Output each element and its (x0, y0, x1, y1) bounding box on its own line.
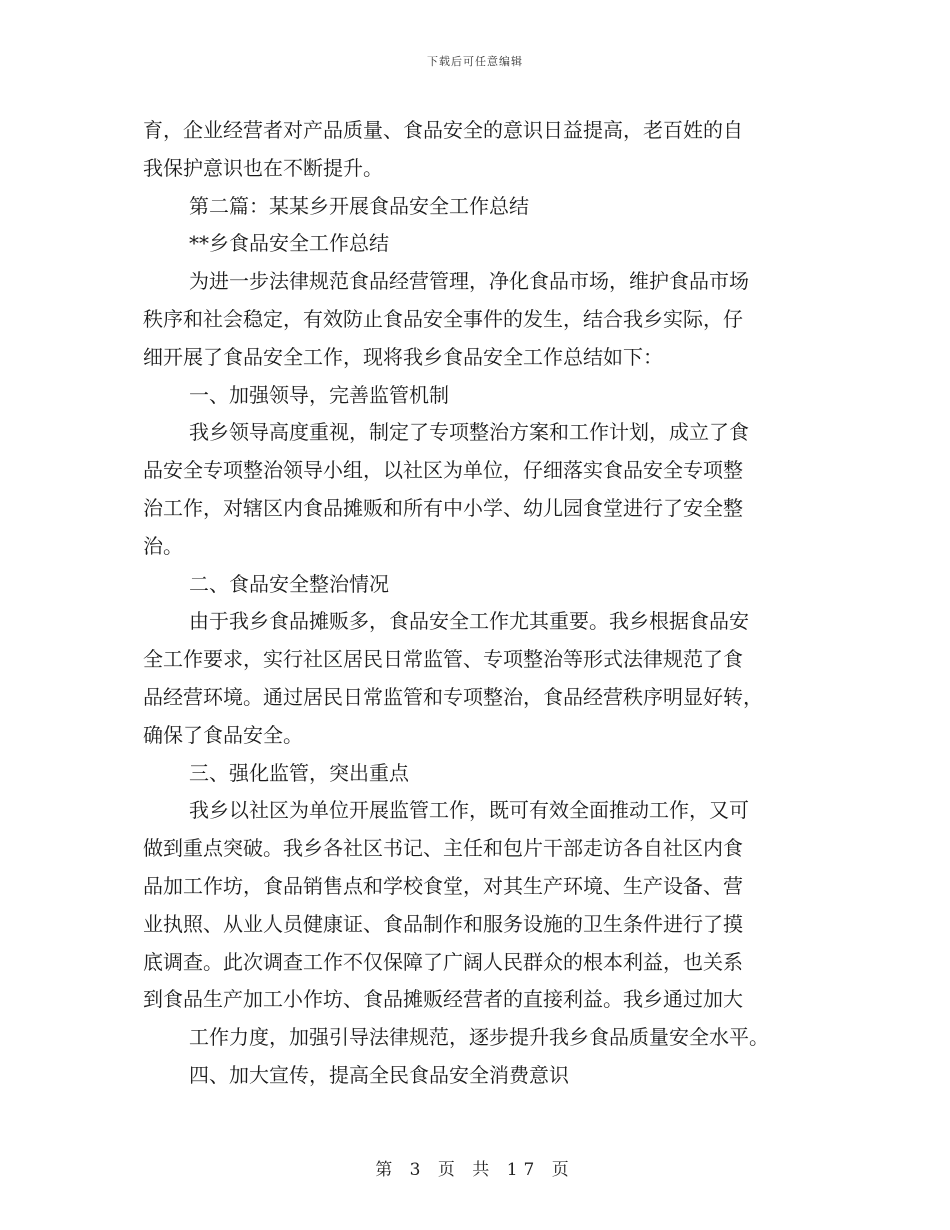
body-line: 为进一步法律规范食品经营管理，净化食品市场，维护食品市场 (189, 269, 749, 294)
body-line: 我乡领导高度重视，制定了专项整治方案和工作计划，成立了食 (189, 420, 749, 445)
body-line: 品安全专项整治领导小组，以社区为单位，仔细落实食品安全专项整 (143, 458, 743, 483)
body-line: 业执照、从业人员健康证、食品制作和服务设施的卫生条件进行了摸 (143, 911, 743, 936)
body-line: 细开展了食品安全工作，现将我乡食品安全工作总结如下： (143, 344, 663, 369)
header-note: 下载后可任意编辑 (427, 55, 523, 68)
body-line: 我保护意识也在不断提升。 (143, 155, 383, 180)
body-line-text: 育，企业经营者对产品质量、食品安全的意识日益提高，老百姓的自 (143, 118, 743, 142)
body-line: 工作力度，加强引导法律规范，逐步提升我乡食品质量安全水平。 (189, 1025, 769, 1050)
body-line: 底调查。此次调查工作不仅保障了广阔人民群众的根本利益，也关系 (143, 949, 743, 974)
body-line: 到食品生产加工小作坊、食品摊贩经营者的直接利益。我乡通过加大 (143, 987, 743, 1012)
body-line: 秩序和社会稳定，有效防止食品安全事件的发生，结合我乡实际，仔 (143, 306, 743, 331)
page-number: 第 3 页 共 17 页 (375, 1160, 575, 1180)
body-line: 我乡以社区为单位开展监管工作，既可有效全面推动工作，又可 (189, 798, 749, 823)
section-heading: 二、食品安全整治情况 (189, 571, 389, 596)
section-heading: 一、加强领导，完善监管机制 (189, 382, 449, 407)
body-line: 品加工作坊，食品销售点和学校食堂，对其生产环境、生产设备、营 (143, 873, 743, 898)
body-line (143, 112, 807, 150)
body-line: 做到重点突破。我乡各社区书记、主任和包片干部走访各自社区内食 (143, 836, 743, 861)
section-title: 第二篇：某某乡开展食品安全工作总结 (189, 193, 529, 218)
section-heading: 四、加大宣传，提高全民食品安全消费意识 (189, 1062, 569, 1087)
body-line: 确保了食品安全。 (143, 722, 303, 747)
body-line: 由于我乡食品摊贩多，食品安全工作尤其重要。我乡根据食品安 (189, 609, 749, 634)
body-line: 品经营环境。通过居民日常监管和专项整治，食品经营秩序明显好转， (143, 684, 763, 709)
document-body (143, 112, 807, 1095)
document-title: **乡食品安全工作总结 (189, 231, 389, 256)
section-heading: 三、强化监管，突出重点 (189, 760, 409, 785)
body-line: 治。 (143, 533, 183, 558)
body-line: 全工作要求，实行社区居民日常监管、专项整治等形式法律规范了食 (143, 647, 743, 672)
body-line: 治工作，对辖区内食品摊贩和所有中小学、幼儿园食堂进行了安全整 (143, 495, 743, 520)
